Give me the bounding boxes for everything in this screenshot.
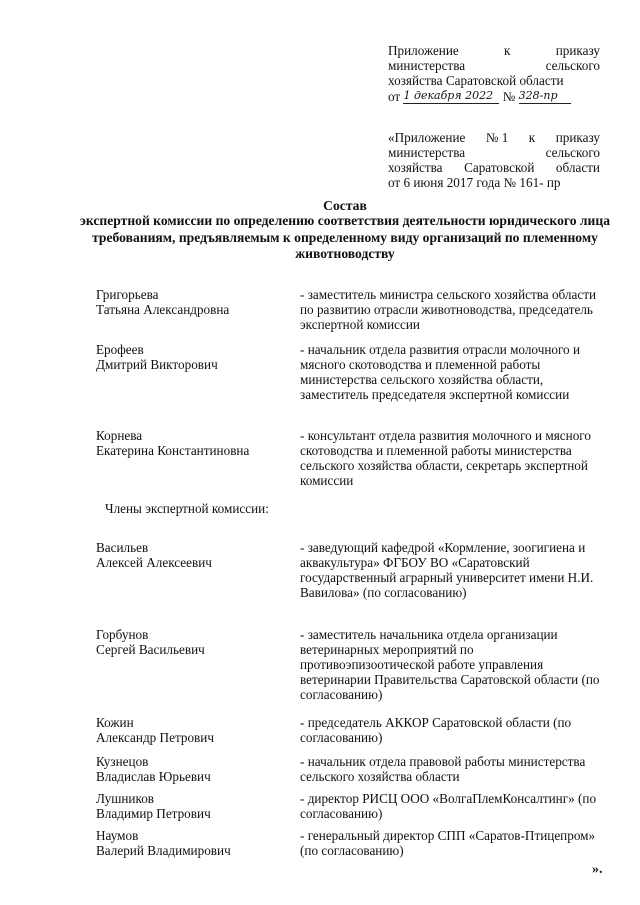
person-surname: Кожин: [96, 715, 134, 730]
person-surname: Ерофеев: [96, 342, 144, 357]
appendix-word: Приложение: [388, 43, 459, 58]
person-role: - начальник отдела развития отрасли молочного и мясного скотоводства и племенной работы министерства сельского хозяйства области, заместитель председателя экспертной комиссии: [300, 342, 581, 402]
appendix-current-order: [388, 43, 600, 104]
appendix-ministry-word: министерства: [388, 58, 466, 73]
person-given-names: Сергей Васильевич: [96, 642, 205, 657]
appendix-ministry-word: министерства: [388, 145, 466, 160]
appendix-region-word: Саратовской: [464, 160, 535, 175]
appendix-agri-word: сельского: [545, 145, 600, 160]
person-given-names: Алексей Алексеевич: [96, 555, 212, 570]
appendix-original-date: от 6 июня 2017 года № 161- пр: [388, 175, 561, 190]
appendix-number: № 1: [485, 130, 509, 145]
appendix-preposition: к: [504, 43, 511, 58]
appendix-preposition: к: [528, 130, 536, 145]
appendix-original-order: [388, 130, 600, 190]
appendix-oblast-word: области: [555, 160, 600, 175]
person-name: [96, 627, 286, 657]
appendix-agri-word: сельского: [545, 58, 600, 73]
person-name: [96, 287, 286, 317]
person-name: [96, 754, 286, 784]
person-given-names: Валерий Владимирович: [96, 843, 231, 858]
appendix-date-prefix: от: [388, 89, 401, 104]
person-name: [96, 828, 286, 858]
appendix-word: «Приложение: [388, 130, 466, 145]
person-given-names: Александр Петрович: [96, 730, 214, 745]
person-given-names: Татьяна Александровна: [96, 302, 230, 317]
person-name: [96, 791, 286, 821]
appendix-ministry-name: хозяйства Саратовской области: [388, 73, 564, 88]
person-role: - заместитель министра сельского хозяйства области по развитию отрасли животноводства, председатель экспертной комиссии: [300, 287, 597, 332]
person-name: [96, 715, 286, 745]
appendix-order-word: приказу: [555, 130, 600, 145]
person-surname: Кузнецов: [96, 754, 149, 769]
person-name: [96, 540, 286, 570]
person-surname: Наумов: [96, 828, 139, 843]
document-title: Состав: [323, 198, 367, 213]
person-given-names: Владимир Петрович: [96, 806, 211, 821]
person-role: - заведующий кафедрой «Кормление, зоогигиена и аквакультура» ФГБОУ ВО «Саратовский государственный аграрный университет имени Н.И. Вавилова» (по согласованию): [300, 540, 594, 600]
person-given-names: Владислав Юрьевич: [96, 769, 211, 784]
person-surname: Корнева: [96, 428, 143, 443]
handwritten-date: 1 декабря 2022: [403, 88, 499, 104]
person-role: - начальник отдела правовой работы министерства сельского хозяйства области: [300, 754, 586, 784]
person-role: - председатель АККОР Саратовской области (по согласованию): [300, 715, 572, 745]
person-given-names: Дмитрий Викторович: [96, 357, 218, 372]
closing-quote-mark: ».: [592, 862, 603, 877]
person-given-names: Екатерина Константиновна: [96, 443, 250, 458]
person-surname: Григорьева: [96, 287, 159, 302]
person-name: [96, 428, 286, 458]
person-role: - консультант отдела развития молочного и мясного скотоводства и племенной работы министерства сельского хозяйства области, секретарь экспертной комиссии: [300, 428, 591, 488]
appendix-order-word: приказу: [555, 43, 600, 58]
handwritten-number: 328-пр: [519, 88, 571, 104]
number-sign: №: [502, 89, 516, 104]
person-name: [96, 342, 286, 372]
person-surname: Горбунов: [96, 627, 149, 642]
person-role: - генеральный директор СПП «Саратов-Птицепром» (по согласованию): [300, 828, 596, 858]
person-role: - заместитель начальника отдела организации ветеринарных мероприятий по противоэпизоотической работе управления ветеринарии Правительства Саратовской области (по согласованию): [300, 627, 600, 702]
person-surname: Лушников: [96, 791, 155, 806]
person-surname: Васильев: [96, 540, 149, 555]
members-heading: Члены экспертной комиссии:: [105, 501, 269, 516]
appendix-economy-word: хозяйства: [388, 160, 443, 175]
document-subtitle: экспертной комиссии по определению соответствия деятельности юридического лица требованиям, предъявляемым к определенному виду организаций по племенному животноводству: [80, 213, 610, 261]
person-role: - директор РИСЦ ООО «ВолгаПлемКонсалтинг» (по согласованию): [300, 791, 597, 821]
